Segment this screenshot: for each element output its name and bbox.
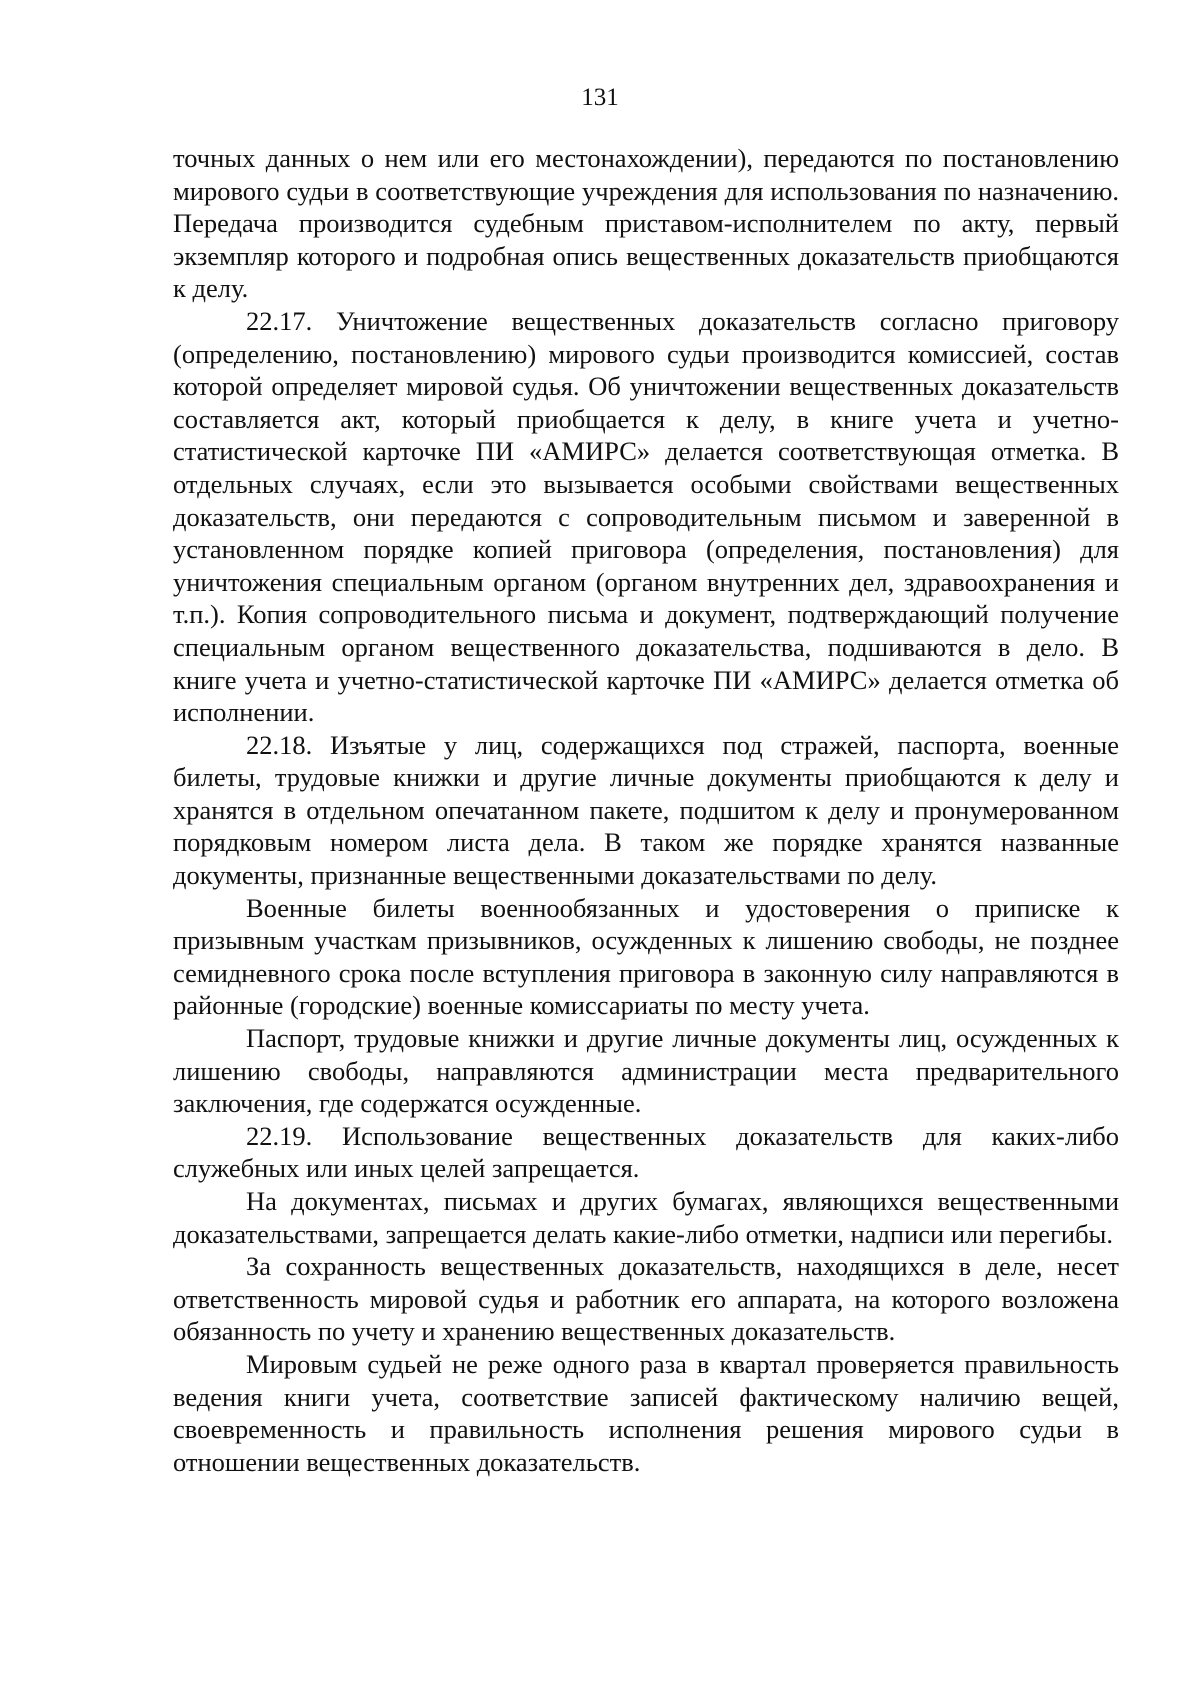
paragraph-responsibility: За сохранность вещественных доказательств, находящихся в деле, несет ответственность мировой судья и работник его аппарата, на которого возложена обязанность по учету и хранению вещественных доказательств. — [173, 1251, 1119, 1347]
paragraph-no-marks: На документах, письмах и других бумагах, являющихся вещественными доказательствами, запрещается делать какие-либо отметки, надписи или перегибы. — [173, 1186, 1119, 1249]
paragraph-22-19: 22.19. Использование вещественных доказательств для каких-либо служебных или иных целей запрещается. — [173, 1120, 1119, 1184]
paragraph-quarterly-check: Мировым судьей не реже одного раза в квартал проверяется правильность ведения книги учета, соответствие записей фактическому наличию вещей, своевременность и правильность исполнения решения мирового судьи в отношении вещественных доказательств. — [173, 1348, 1119, 1477]
page-number: 131 — [581, 84, 619, 111]
document-body — [173, 142, 1119, 1478]
paragraph-passport: Паспорт, трудовые книжки и другие личные документы лиц, осужденных к лишению свободы, направляются администрации места предварительного заключения, где содержатся осужденные. — [173, 1023, 1119, 1119]
paragraph-22-18: 22.18. Изъятые у лиц, содержащихся под стражей, паспорта, военные билеты, трудовые книжки и другие личные документы приобщаются к делу и хранятся в отдельном опечатанном пакете, подшитом к делу и пронумерованном порядковым номером листа дела. В таком же порядке хранятся названные документы, признанные вещественными доказательствами по делу. — [173, 729, 1119, 891]
paragraph-continuation: точных данных о нем или его местонахождении), передаются по постановлению мирового судьи в соответствующие учреждения для использования по назначению. Передача производится судебным приставом-исполнителем по акту, первый экземпляр которого и подробная опись вещественных доказательств приобщаются к делу. — [173, 143, 1119, 304]
paragraph-22-17: 22.17. Уничтожение вещественных доказательств согласно приговору (определению, постановлению) мирового судьи производится комиссией, состав которой определяет мировой судья. Об уничтожении вещественных доказательств составляется акт, который приобщается к делу, в книге учета и учетно-статистической карточке ПИ «АМИРС» делается соответствующая отметка. В отдельных случаях, если это вызывается особыми свойствами вещественных доказательств, они передаются с сопроводительным письмом и заверенной в установленном порядке копией приговора (определения, постановления) для уничтожения специальным органом (органом внутренних дел, здравоохранения и т.п.). Копия сопроводительного письма и документ, подтверждающий получение специальным органом вещественного доказательства, подшиваются в дело. В книге учета и учетно-статистической карточке ПИ «АМИРС» делается отметка об исполнении. — [173, 305, 1119, 728]
paragraph-military-tickets: Военные билеты военнообязанных и удостоверения о приписке к призывным участкам призывников, осужденных к лишению свободы, не позднее семидневного срока после вступления приговора в законную силу направляются в районные (городские) военные комиссариаты по месту учета. — [173, 892, 1119, 1021]
